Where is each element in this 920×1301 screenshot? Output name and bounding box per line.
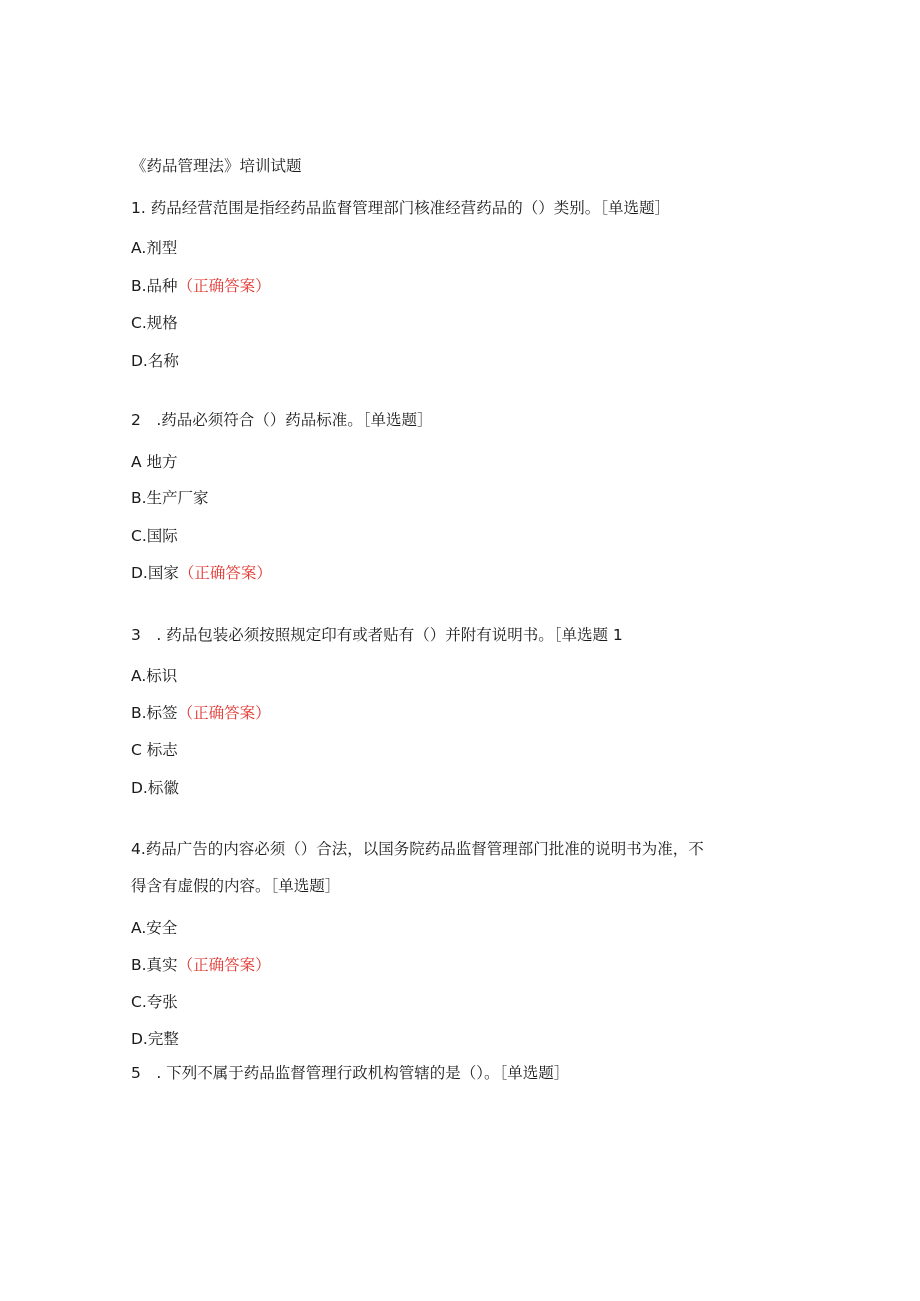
question-1-option-b: B.品种（正确答案） (131, 277, 271, 295)
question-4-text-line-2: 得含有虚假的内容。［单选题］ (131, 877, 341, 895)
question-2-text: 2 .药品必须符合（）药品标准。［单选题］ (131, 411, 433, 429)
question-2-option-c: C.国际 (131, 527, 178, 545)
question-3-option-a: A.标识 (131, 667, 178, 685)
question-2-option-d: D.国家（正确答案） (131, 564, 272, 582)
question-3-option-d: D.标徽 (131, 779, 179, 797)
correct-answer-mark: （正确答案） (178, 564, 272, 582)
question-4-text-line-1: 4.药品广告的内容必须（）合法，以国务院药品监督管理部门批准的说明书为准，不 (131, 840, 704, 858)
question-4-option-a: A.安全 (131, 919, 178, 937)
question-1-text: 1. 药品经营范围是指经药品监督管理部门核准经营药品的（）类别。［单选题］ (131, 199, 670, 217)
document-title: 《药品管理法》培训试题 (131, 157, 302, 175)
question-2-option-b: B.生产厂家 (131, 489, 209, 507)
correct-answer-mark: （正确答案） (177, 956, 271, 974)
question-1-option-d: D.名称 (131, 352, 179, 370)
question-1-option-a: A.剂型 (131, 239, 178, 257)
question-4-option-b: B.真实（正确答案） (131, 956, 271, 974)
question-4-option-c: C.夸张 (131, 993, 178, 1011)
correct-answer-mark: （正确答案） (177, 704, 271, 722)
question-3-option-c: C 标志 (131, 741, 178, 759)
correct-answer-mark: （正确答案） (177, 277, 271, 295)
question-3-option-b: B.标签（正确答案） (131, 704, 271, 722)
question-5-text: 5 . 下列不属于药品监督管理行政机构管辖的是（）。［单选题］ (131, 1064, 570, 1082)
question-1-option-c: C.规格 (131, 314, 178, 332)
question-2-option-a: A 地方 (131, 453, 178, 471)
question-4-option-d: D.完整 (131, 1030, 179, 1048)
question-3-text: 3 . 药品包装必须按照规定印有或者贴有（）并附有说明书。［单选题 1 (131, 626, 623, 644)
